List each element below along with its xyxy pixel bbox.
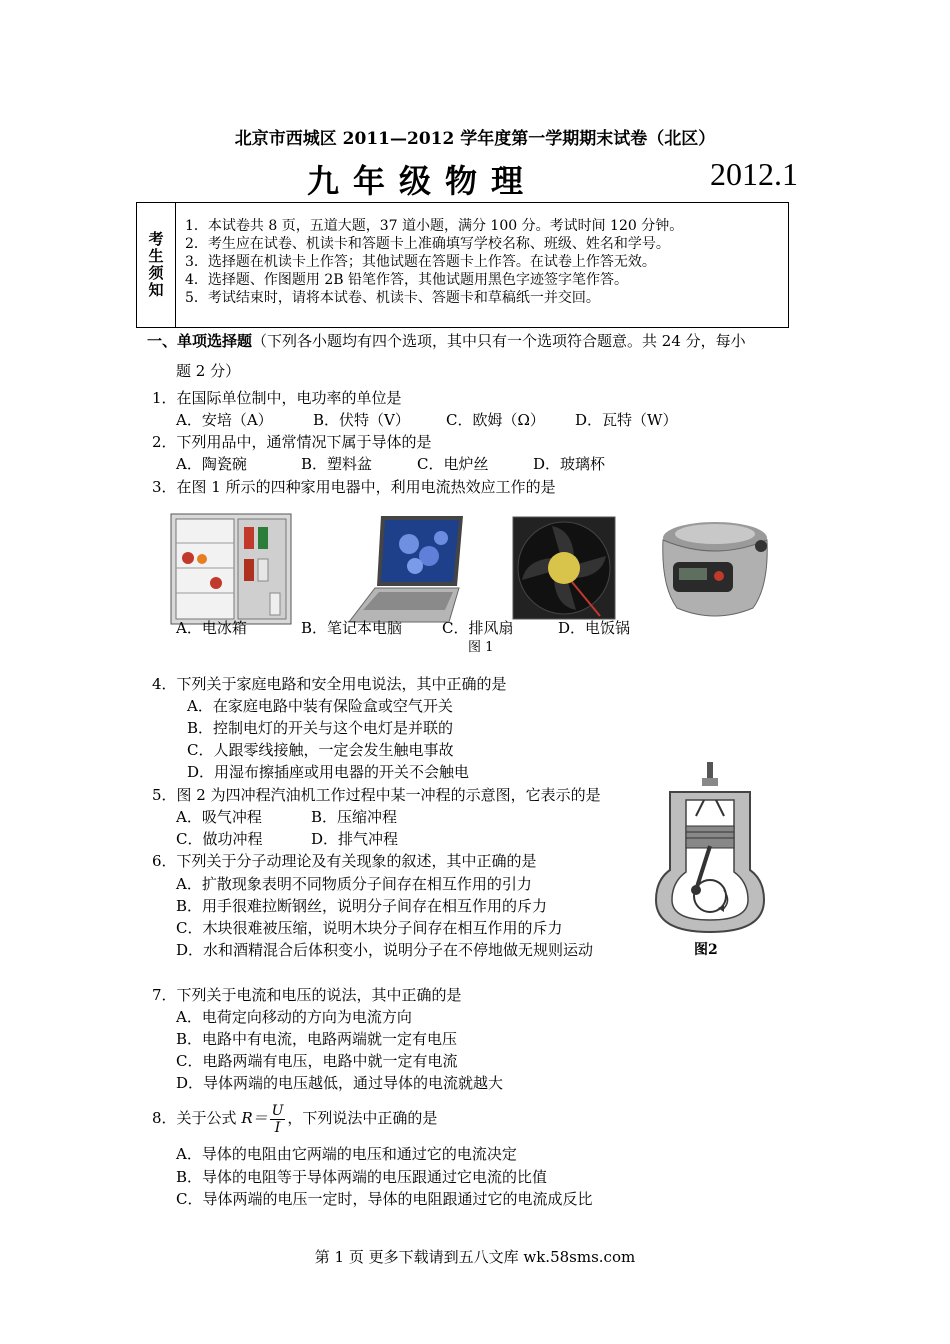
q2-option: D．玻璃杯 — [533, 455, 606, 473]
engine-diagram — [652, 760, 768, 936]
rice-cooker-image — [657, 516, 775, 622]
exam-date: 2012.1 — [710, 156, 798, 192]
q6-option: A．扩散现象表明不同物质分子间存在相互作用的引力 — [176, 875, 532, 893]
notice-item: 4．选择题、作图题用 2B 铅笔作答，其他试题用黑色字迹签字笔作答。 — [185, 272, 629, 288]
q3-option: B．笔记本电脑 — [301, 619, 403, 637]
notice-heading-cell — [137, 203, 176, 327]
figure2-caption: 图2 — [694, 942, 718, 958]
q3-option: A．电冰箱 — [176, 619, 247, 637]
q1-option: D．瓦特（W） — [575, 411, 678, 429]
q4-option: A．在家庭电路中装有保险盒或空气开关 — [187, 697, 453, 715]
q8-option: A．导体的电阻由它两端的电压和通过它的电流决定 — [176, 1145, 517, 1163]
q4-option: B．控制电灯的开关与这个电灯是并联的 — [187, 719, 454, 737]
formula-numerator: U — [271, 1102, 284, 1119]
section-label: 一、单项选择题 — [147, 332, 253, 350]
section-heading — [147, 331, 746, 351]
q7-option: C．电路两端有电压，电路中就一定有电流 — [176, 1052, 458, 1070]
q5-option: A．吸气冲程 — [176, 808, 262, 826]
q6-stem: 6．下列关于分子动理论及有关现象的叙述，其中正确的是 — [152, 852, 537, 870]
q7-option: B．电路中有电流，电路两端就一定有电压 — [176, 1030, 458, 1048]
q5-option: D．排气冲程 — [311, 830, 399, 848]
q2-stem: 2．下列用品中，通常情况下属于导体的是 — [152, 433, 432, 451]
q2-option: C．电炉丝 — [417, 455, 489, 473]
q8-option: B．导体的电阻等于导体两端的电压跟通过它电流的比值 — [176, 1168, 548, 1186]
section-desc: （下列各小题均有四个选项，其中只有一个选项符合题意。共 24 分，每小 — [252, 332, 746, 350]
laptop-image — [345, 514, 465, 626]
fan-image — [512, 516, 616, 620]
q7-option: A．电荷定向移动的方向为电流方向 — [176, 1008, 412, 1026]
notice-item: 3．选择题在机读卡上作答；其他试题在答题卡上作答。在试卷上作答无效。 — [185, 254, 656, 270]
formula-lhs: R＝ — [241, 1109, 268, 1127]
q2-option: B．塑料盆 — [301, 455, 373, 473]
q5-stem: 5．图 2 为四冲程汽油机工作过程中某一冲程的示意图，它表示的是 — [152, 786, 601, 804]
q6-option: D．水和酒精混合后体积变小，说明分子在不停地做无规则运动 — [176, 941, 594, 959]
q7-option: D．导体两端的电压越低，通过导体的电流就越大 — [176, 1074, 504, 1092]
q2-option: A．陶瓷碗 — [176, 455, 247, 473]
q5-option: B．压缩冲程 — [311, 808, 398, 826]
q6-option: C．木块很难被压缩，说明木块分子间存在相互作用的斥力 — [176, 919, 563, 937]
q8-option: C．导体两端的电压一定时，导体的电阻跟通过它的电流成反比 — [176, 1190, 593, 1208]
q5-option: C．做功冲程 — [176, 830, 263, 848]
q8-stem-suffix: ，下列说法中正确的是 — [287, 1109, 438, 1127]
q1-option: B．伏特（V） — [313, 411, 410, 429]
q4-option: C．人跟零线接触，一定会发生触电事故 — [187, 741, 454, 759]
fridge-image — [170, 513, 292, 625]
q1-option: C．欧姆（Ω） — [446, 411, 545, 429]
formula-denominator: I — [274, 1119, 281, 1136]
figure1-caption: 图 1 — [468, 640, 494, 655]
q1-stem: 1．在国际单位制中，电功率的单位是 — [152, 389, 402, 407]
notice-box — [136, 202, 789, 328]
formula-fraction — [270, 1103, 286, 1136]
q7-stem: 7．下列关于电流和电压的说法，其中正确的是 — [152, 986, 462, 1004]
q8-stem-prefix: 8．关于公式 — [152, 1109, 242, 1127]
notice-item: 2．考生应在试卷、机读卡和答题卡上准确填写学校名称、班级、姓名和学号。 — [185, 236, 670, 252]
q1-option: A．安培（A） — [176, 411, 273, 429]
notice-heading: 考生须知 — [146, 231, 165, 299]
exam-title: 北京市西城区 2011—2012 学年度第一学期期末试卷（北区） — [234, 129, 716, 149]
q8-stem — [152, 1101, 437, 1136]
q3-stem: 3．在图 1 所示的四种家用电器中，利用电流热效应工作的是 — [152, 478, 556, 496]
page-footer: 第 1 页 更多下载请到五八文库 wk.58sms.com — [314, 1248, 636, 1266]
q3-option: C．排风扇 — [442, 619, 514, 637]
notice-item: 1．本试卷共 8 页，五道大题，37 道小题，满分 100 分。考试时间 120 分钟。 — [185, 218, 684, 234]
subject-title: 九年级物理 — [307, 162, 538, 200]
section-desc-cont: 题 2 分） — [176, 362, 241, 380]
notice-list — [185, 217, 683, 307]
q4-stem: 4．下列关于家庭电路和安全用电说法，其中正确的是 — [152, 675, 507, 693]
q4-option: D．用湿布擦插座或用电器的开关不会触电 — [187, 763, 470, 781]
q6-option: B．用手很难拉断钢丝，说明分子间存在相互作用的斥力 — [176, 897, 548, 915]
notice-item: 5．考试结束时，请将本试卷、机读卡、答题卡和草稿纸一并交回。 — [185, 290, 600, 306]
q3-option: D．电饭锅 — [558, 619, 631, 637]
